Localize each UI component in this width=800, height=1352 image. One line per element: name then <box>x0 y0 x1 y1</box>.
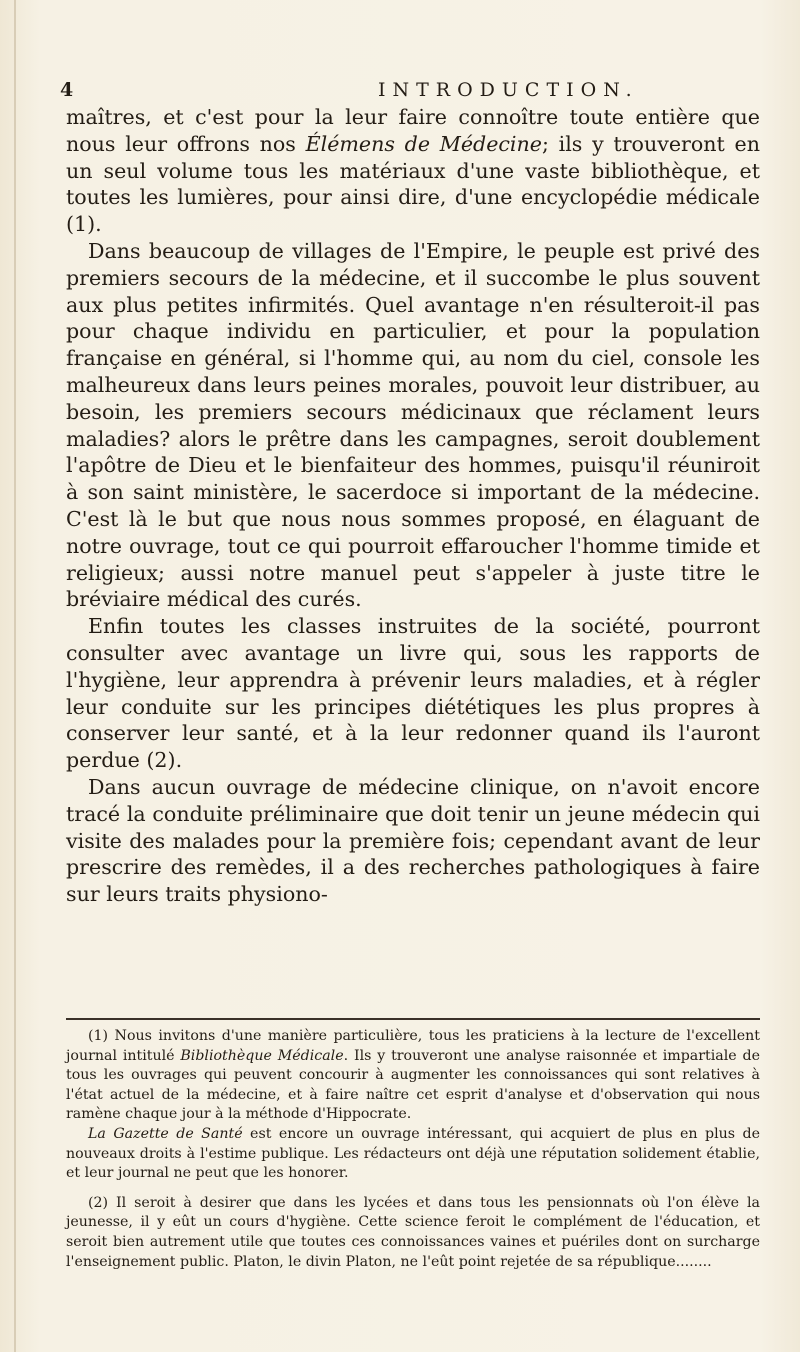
footnote-2: (2) Il seroit à desirer que dans les lycées et dans tous les pensionnats où l'on élève la jeunesse, il y eût un cours d'hygiène. Cette science feroit le complément de l'éducation, et seroit bien autrement utile que toutes ces connoissances vaines et puériles dont on surcharge l'enseignement public. Platon, le divin Platon, ne l'eût point rejetée de sa république........ <box>66 1194 760 1270</box>
footnote-1-end: . Ils y trouveront une analyse raisonnée et impartiale de tous les ouvrages qui peuvent concourir à augmenter les connoissances qui sont relatives à l'état actuel de la médecine, et à faire naître cet esprit d'analyse et d'observation qui nous ramène chaque jour à la méthode d'Hippocrate. <box>66 1047 760 1123</box>
footnote-1-continued <box>66 1125 760 1184</box>
paragraph-4: Dans aucun ouvrage de médecine clinique, on n'avoit encore tracé la conduite préliminaire que doit tenir un jeune médecin qui visite des malades pour la première fois; cependant avant de leur prescrire des remèdes, il a des recherches pathologiques à faire sur leurs traits physiono- <box>66 774 760 907</box>
paragraph-3: Enfin toutes les classes instruites de la société, pourront consulter avec avantage un livre qui, sous les rapports de l'hygiène, leur apprendra à prévenir leurs maladies, et à régler leur conduite sur les principes diététiques les plus propres à conserver leur santé, et à la leur redonner quand ils l'auront perdue (2). <box>66 614 760 773</box>
paragraph-2: Dans beaucoup de villages de l'Empire, le peuple est privé des premiers secours de la médecine, et il succombe le plus souvent aux plus petites infirmités. Quel avantage n'en résulteroit-il pas pour chaque individu en particulier, et pour la population française en général, si l'homme qui, au nom du ciel, console les malheureux dans leurs peines morales, pouvoit leur distribuer, au besoin, les premiers secours médicinaux que réclament leurs maladies? alors le prêtre dans les campagnes, seroit doublement l'apôtre de Dieu et le bienfaiteur des hommes, puisqu'il réuniroit à son saint ministère, le sacerdoce si important de la médecine. C'est là le but que nous nous sommes proposé, en élaguant de notre ouvrage, tout ce qui pourroit effaroucher l'homme timide et religieux; aussi notre manuel peut s'appeler à juste titre le bréviaire médical des curés. <box>66 238 760 612</box>
paragraph-1 <box>66 104 760 238</box>
journal-title: Bibliothèque Médicale <box>180 1047 344 1064</box>
footnote-1-start: (1) Nous invitons d'une manière particulière, tous les praticiens à la lecture de l'excellent journal intitulé <box>66 1028 760 1064</box>
book-title: Élémens de Médecine <box>305 131 542 156</box>
footnote-1 <box>66 1027 760 1125</box>
running-title: INTRODUCTION. <box>378 79 639 101</box>
paragraph-1-start: maîtres, et c'est pour la leur faire connoître toute entière que nous leur offrons nos <box>66 105 760 156</box>
footnote-divider <box>66 1018 760 1020</box>
footnotes <box>66 1027 760 1272</box>
gazette-title: La Gazette de Santé <box>88 1125 243 1142</box>
page-number: 4 <box>60 79 74 101</box>
footnote-1-continued-text: est encore un ouvrage intéressant, qui acquiert de plus en plus de nouveaux droits à l'estime publique. Les rédacteurs ont déjà une réputation solidement établie, et leur journal ne peut que les honorer. <box>66 1125 760 1182</box>
paragraph-1-end: ; ils y trouveront en un seul volume tous les matériaux d'une vaste bibliothèque, et toutes les lumières, pour ainsi dire, d'une encyclopédie médicale (1). <box>66 131 760 237</box>
page-header <box>60 79 760 105</box>
binding-gutter <box>14 0 16 1352</box>
main-text <box>66 104 760 908</box>
